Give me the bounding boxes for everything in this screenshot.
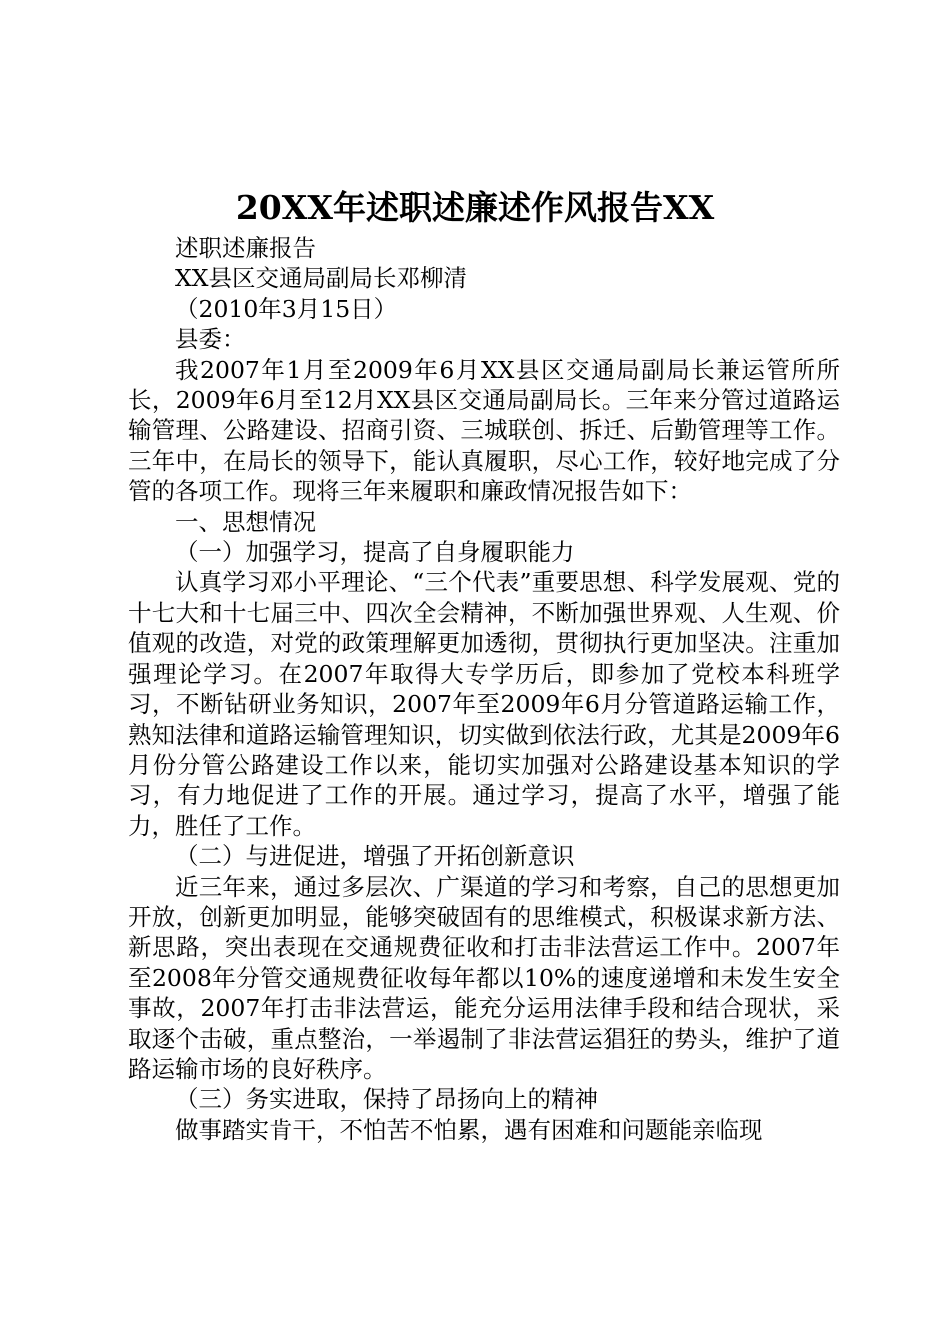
subsection-heading-2: （二）与进促进，增强了开拓创新意识 bbox=[175, 842, 575, 871]
paragraph-practical: 做事踏实肯干，不怕苦不怕累，遇有困难和问题能亲临现 bbox=[175, 1115, 763, 1144]
subsection-heading-1: （一）加强学习，提高了自身履职能力 bbox=[175, 538, 575, 567]
date-line: （2010年3月15日） bbox=[175, 294, 398, 323]
intro-paragraph: 我2007年1月至2009年6月XX县区交通局副局长兼运管所所长，2009年6月至12月XX县区交通局副局长。三年来分管过道路运输管理、公路建设、招商引资、三城联创、拆迁、后勤管理等工作。三年中，在局长的领导下，能认真履职，尽心工作，较好地完成了分管的各项工作。现将三年来履职和廉政情况报告如下： bbox=[128, 355, 840, 506]
document-title: 20XX年述职述廉述作风报告XX bbox=[235, 188, 715, 227]
paragraph-study: 认真学习邓小平理论、“三个代表”重要思想、科学发展观、党的十七大和十七届三中、四次全会精神，不断加强世界观、人生观、价值观的改造，对党的政策理解更加透彻，贯彻执行更加坚决。注重加强理论学习。在2007年取得大专学历后，即参加了党校本科班学习，不断钻研业务知识，2007年至2009年6月分管道路运输工作，熟知法律和道路运输管理知识，切实做到依法行政，尤其是2009年6月份分管公路建设工作以来，能切实加强对公路建设基本知识的学习，有力地促进了工作的开展。通过学习，提高了水平，增强了能力，胜任了工作。 bbox=[128, 568, 840, 840]
author-line: XX县区交通局副局长邓柳清 bbox=[175, 264, 467, 293]
section-heading-thought: 一、思想情况 bbox=[175, 507, 316, 536]
heading-report-name: 述职述廉报告 bbox=[175, 234, 316, 262]
salutation: 县委： bbox=[175, 325, 246, 354]
paragraph-innovation: 近三年来，通过多层次、广渠道的学习和考察，自己的思想更加开放，创新更加明显，能够突破固有的思维模式，积极谋求新方法、新思路，突出表现在交通规费征收和打击非法营运工作中。2007年至2008年分管交通规费征收每年都以10%的速度递增和未发生安全事故，2007年打击非法营运，能充分运用法律手段和结合现状，采取逐个击破，重点整治，一举遏制了非法营运猖狂的势头，维护了道路运输市场的良好秩序。 bbox=[128, 872, 840, 1083]
subsection-heading-3: （三）务实进取，保持了昂扬向上的精神 bbox=[175, 1085, 598, 1114]
document-body bbox=[128, 233, 840, 1145]
